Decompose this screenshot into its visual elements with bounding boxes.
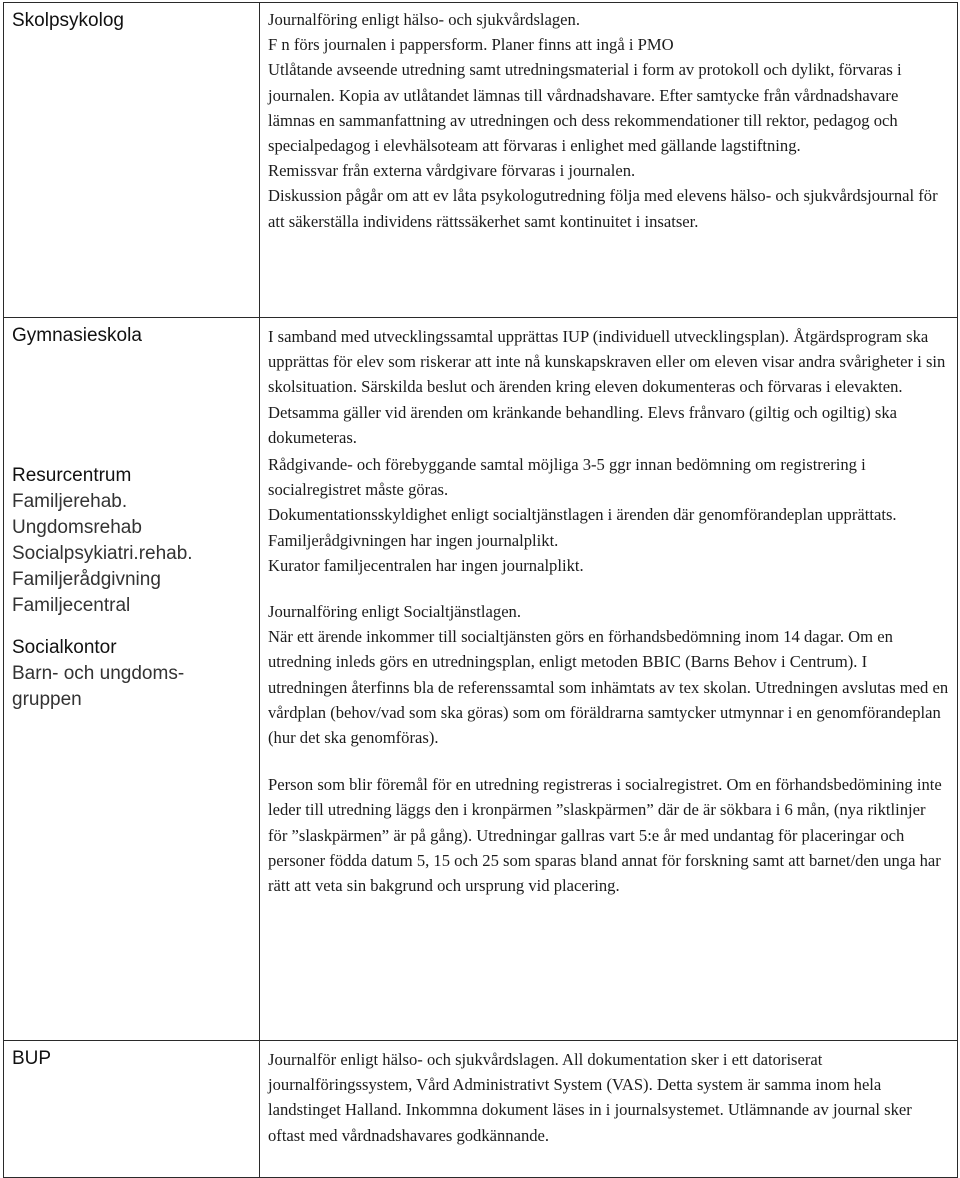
unit-heading-resurscentrum: Resurcentrum [12,465,132,486]
unit-subitem: Familjecentral [12,595,131,616]
resurscentrum-description-line: Rådgivande- och förebyggande samtal möjliga 3-5 ggr innan bedömning om registrering i socialregistret måste göras. [268,455,866,500]
socialkontor-description-line: Journalföring enligt Socialtjänstlagen. [268,602,521,622]
unit-cell [4,318,260,1041]
description-line: F n förs journalen i pappersform. Planer finns att ingå i PMO [268,35,674,55]
resurscentrum-description-line: Kurator familjecentralen har ingen journalplikt. [268,555,584,575]
description-line: Remissvar från externa vårdgivare förvaras i journalen. [268,161,636,181]
row-skolpsykolog [4,3,958,318]
unit-subitem: Familjerehab. [12,491,128,512]
socialkontor-description-paragraph: När ett ärende inkommer till socialtjänsten görs en förhandsbedömning inom 14 dagar. Om en utredning inleds görs en utredningsplan, enligt metoden BBIC (Barns Behov i Centrum). I utredningen återfinns bla de referenssamtal som inhämtats av tex skolan. Utredningen avslutas med en vårdplan (behov/vad som ska göras) som om föräldrarna samtycker utmynnar i en genomförandeplan (hur det ska genomföras). [268,627,949,748]
description-cell [260,3,958,318]
unit-cell [4,1041,260,1178]
unit-subitem: Familjerådgivning [12,569,161,590]
unit-cell [4,3,260,318]
socialkontor-description-paragraph: Person som blir föremål för en utredning registreras i socialregistret. Om en förhandsbedömining inte leder till utredning läggs den i kronpärmen ”slaskpärmen” där de är sökbara i 6 mån, (nya riktlinjer för ”slaskpärmen” är på gång). Utredningar gallras vart 5:e år med undantag för placeringar och personer födda datum 5, 15 och 25 som sparas bland annat för forskning samt att barnet/den unga har rätt att veta sin bakgrund och ursprung vid placering. [268,775,942,896]
description-paragraph: Diskussion pågår om att ev låta psykologutredning följa med elevens hälso- och sjukvårdsjournal för att säkerställa individens rättssäkerhet samt kontinuitet i insatser. [268,186,938,231]
socialkontor-group [12,635,251,713]
unit-heading-gymnasieskola: Gymnasieskola [12,325,142,346]
documentation-table [3,2,958,1178]
resurscentrum-description-line: Familjerådgivningen har ingen journalplikt. [268,530,559,550]
bup-description: Journalför enligt hälso- och sjukvårdslagen. All dokumentation sker i ett datoriserat journalföringssystem, Vård Administrativt System (VAS). Detta system är samma inom hela landstinget Halland. Inkommna dokument läses in i journalsystemet. Utlämnande av journal sker oftast med vårdnadshavares godkännande. [268,1050,912,1145]
unit-subitem: Barn- och ungdoms- [12,663,185,684]
description-line: Journalföring enligt hälso- och sjukvårdslagen. [268,10,580,29]
unit-subitem: Ungdomsrehab [12,517,142,538]
unit-heading-bup: BUP [12,1048,52,1069]
unit-subitem: Socialpsykiatri.rehab. [12,543,193,564]
unit-heading-skolpsykolog: Skolpsykolog [12,10,124,31]
unit-subitem: gruppen [12,689,82,710]
description-paragraph: Utlåtande avseende utredning samt utredningsmaterial i form av protokoll och dylikt, förvaras i journalen. Kopia av utlåtandet lämnas till vårdnadshavare. Efter samtycke från vårdnadshavare lämnas en sammanfattning av utredningen och dess rekommendationer till rektor, pedagog och specialpedagog i elevhälsoteam att förvaras i enlighet med gällande lagstiftning. [268,60,902,156]
unit-heading-socialkontor: Socialkontor [12,637,117,658]
row-bup [4,1041,958,1178]
resurscentrum-group [12,463,251,619]
description-cell [260,1041,958,1178]
row-gymnasieskola-resurs-social [4,318,958,1041]
description-cell [260,318,958,1041]
resurscentrum-description-line: Dokumentationsskyldighet enligt socialtjänstlagen i ärenden där genomförandeplan upprättats. [268,505,897,525]
gymnasieskola-description: I samband med utvecklingssamtal upprättas IUP (individuell utvecklingsplan). Åtgärdsprogram ska upprättas för elev som riskerar att inte nå kunskapskraven eller om eleven visar andra svårigheter i sin skolsituation. Särskilda beslut och ärenden kring eleven dokumenteras och förvaras i elevakten. Detsamma gäller vid ärenden om kränkande behandling. Elevs frånvaro (giltig och ogiltig) ska dokumeteras. [268,327,946,447]
